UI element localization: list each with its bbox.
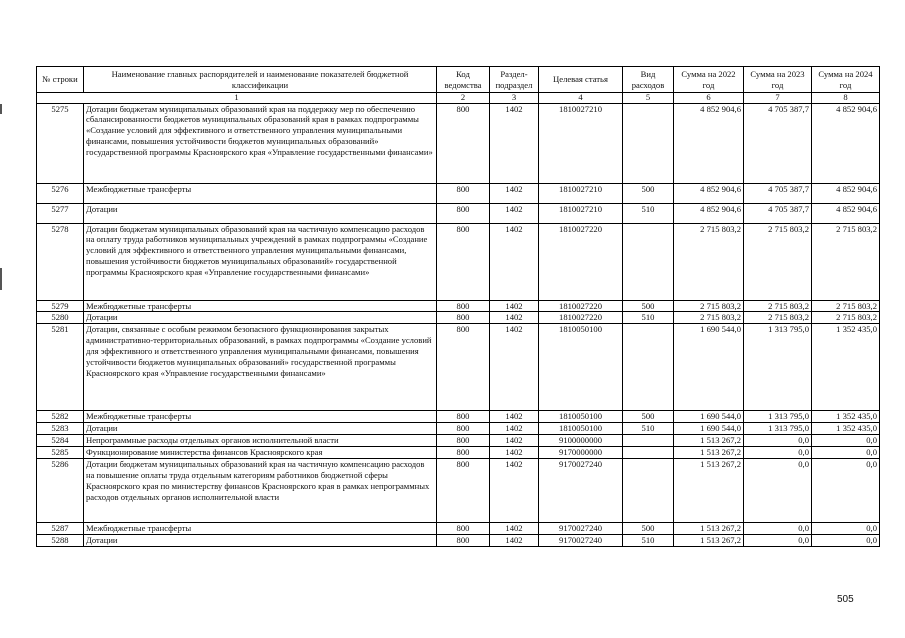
col-header-target-article: Целевая статья <box>539 67 623 93</box>
department-code: 800 <box>437 300 490 312</box>
row-number: 5285 <box>37 447 84 459</box>
col-header-sum-2023: Сумма на 2023 год <box>744 67 812 93</box>
target-article: 1810027210 <box>539 103 623 183</box>
col-header-department-code: Код ведомства <box>437 67 490 93</box>
sum-2023: 4 705 387,7 <box>744 183 812 203</box>
sum-2024: 2 715 803,2 <box>812 300 880 312</box>
col-header-row-number: № строки <box>37 67 84 93</box>
sum-2022: 1 513 267,2 <box>674 435 744 447</box>
section-code: 1402 <box>490 312 539 324</box>
section-code: 1402 <box>490 423 539 435</box>
table-row <box>37 423 880 435</box>
section-code: 1402 <box>490 203 539 223</box>
column-number: 3 <box>490 93 539 104</box>
row-name: Дотации <box>84 312 437 324</box>
col-header-section: Раздел-подраздел <box>490 67 539 93</box>
sum-2023: 2 715 803,2 <box>744 312 812 324</box>
target-article: 1810050100 <box>539 411 623 423</box>
row-name: Дотации бюджетам муниципальных образований края на частичную компенсацию расходов на оплату труда работников муниципальных учреждений в рамках подпрограммы «Создание условий для эффективного и ответственного управления муниципальными финансами, повышения устойчивости бюджетов муниципальных образований» государственной программы Красноярского края «Управление государственными финансами» <box>84 223 437 300</box>
sum-2023: 0,0 <box>744 447 812 459</box>
col-header-expense-type: Вид расходов <box>623 67 674 93</box>
department-code: 800 <box>437 324 490 411</box>
sum-2024: 0,0 <box>812 447 880 459</box>
target-article: 9170027240 <box>539 458 623 522</box>
table-row <box>37 534 880 546</box>
section-code: 1402 <box>490 435 539 447</box>
target-article: 9170027240 <box>539 522 623 534</box>
sum-2023: 0,0 <box>744 435 812 447</box>
department-code: 800 <box>437 411 490 423</box>
expense-type: 500 <box>623 411 674 423</box>
row-name: Функционирование министерства финансов Красноярского края <box>84 447 437 459</box>
sum-2024: 1 352 435,0 <box>812 324 880 411</box>
table-row <box>37 300 880 312</box>
table-row <box>37 411 880 423</box>
row-name: Дотации, связанные с особым режимом безопасного функционирования закрытых административно-территориальных образований, в рамках подпрограммы «Создание условий для эффективного и ответственного управления муниципальными финансами, повышения устойчивости бюджетов муниципальных образований» государственной программы Красноярского края «Управление государственными финансами» <box>84 324 437 411</box>
row-name: Межбюджетные трансферты <box>84 411 437 423</box>
department-code: 800 <box>437 447 490 459</box>
department-code: 800 <box>437 203 490 223</box>
target-article: 1810027210 <box>539 183 623 203</box>
row-number: 5275 <box>37 103 84 183</box>
row-number: 5287 <box>37 522 84 534</box>
row-number: 5278 <box>37 223 84 300</box>
expense-type <box>623 324 674 411</box>
sum-2022: 2 715 803,2 <box>674 223 744 300</box>
sum-2022: 1 690 544,0 <box>674 411 744 423</box>
column-number: 4 <box>539 93 623 104</box>
budget-table <box>36 66 880 547</box>
row-name: Непрограммные расходы отдельных органов исполнительной власти <box>84 435 437 447</box>
target-article: 1810027220 <box>539 223 623 300</box>
sum-2022: 1 690 544,0 <box>674 423 744 435</box>
row-number: 5281 <box>37 324 84 411</box>
sum-2022: 2 715 803,2 <box>674 300 744 312</box>
sum-2024: 2 715 803,2 <box>812 312 880 324</box>
sum-2023: 1 313 795,0 <box>744 411 812 423</box>
column-number: 1 <box>37 93 437 104</box>
expense-type <box>623 458 674 522</box>
target-article: 1810050100 <box>539 423 623 435</box>
row-name: Дотации бюджетам муниципальных образований края на поддержку мер по обеспечению сбалансированности бюджетов муниципальных образований края в рамках подпрограммы «Создание условий для эффективного и ответственного управления муниципальными финансами, повышения устойчивости бюджетов муниципальных образований» государственной программы Красноярского края «Управление государственными финансами» <box>84 103 437 183</box>
sum-2023: 1 313 795,0 <box>744 423 812 435</box>
target-article: 1810027220 <box>539 312 623 324</box>
sum-2023: 0,0 <box>744 534 812 546</box>
expense-type: 510 <box>623 423 674 435</box>
col-header-name: Наименование главных распорядителей и наименование показателей бюджетной классификации <box>84 67 437 93</box>
target-article: 9170000000 <box>539 447 623 459</box>
table-row <box>37 183 880 203</box>
row-number: 5277 <box>37 203 84 223</box>
target-article: 1810027210 <box>539 203 623 223</box>
department-code: 800 <box>437 223 490 300</box>
column-number: 2 <box>437 93 490 104</box>
row-number: 5282 <box>37 411 84 423</box>
sum-2023: 1 313 795,0 <box>744 324 812 411</box>
column-number: 7 <box>744 93 812 104</box>
sum-2024: 4 852 904,6 <box>812 183 880 203</box>
row-name: Дотации <box>84 423 437 435</box>
department-code: 800 <box>437 423 490 435</box>
sum-2024: 0,0 <box>812 435 880 447</box>
row-number: 5276 <box>37 183 84 203</box>
sum-2024: 1 352 435,0 <box>812 411 880 423</box>
header-row <box>37 67 880 93</box>
sum-2024: 0,0 <box>812 534 880 546</box>
table-row <box>37 458 880 522</box>
row-number: 5284 <box>37 435 84 447</box>
sum-2022: 4 852 904,6 <box>674 203 744 223</box>
table-row <box>37 435 880 447</box>
sum-2022: 4 852 904,6 <box>674 103 744 183</box>
section-code: 1402 <box>490 522 539 534</box>
section-code: 1402 <box>490 103 539 183</box>
row-name: Межбюджетные трансферты <box>84 300 437 312</box>
target-article: 1810027220 <box>539 300 623 312</box>
expense-type: 510 <box>623 312 674 324</box>
row-number: 5283 <box>37 423 84 435</box>
row-name: Дотации <box>84 534 437 546</box>
sum-2023: 4 705 387,7 <box>744 103 812 183</box>
row-number: 5288 <box>37 534 84 546</box>
department-code: 800 <box>437 183 490 203</box>
expense-type <box>623 435 674 447</box>
sum-2023: 0,0 <box>744 458 812 522</box>
sum-2023: 0,0 <box>744 522 812 534</box>
sum-2022: 4 852 904,6 <box>674 183 744 203</box>
row-number: 5286 <box>37 458 84 522</box>
expense-type: 500 <box>623 183 674 203</box>
expense-type: 510 <box>623 534 674 546</box>
department-code: 800 <box>437 534 490 546</box>
table-row <box>37 324 880 411</box>
row-name: Межбюджетные трансферты <box>84 183 437 203</box>
section-code: 1402 <box>490 300 539 312</box>
table-row <box>37 223 880 300</box>
expense-type <box>623 223 674 300</box>
sum-2024: 4 852 904,6 <box>812 103 880 183</box>
row-name: Межбюджетные трансферты <box>84 522 437 534</box>
department-code: 800 <box>437 522 490 534</box>
sum-2023: 2 715 803,2 <box>744 300 812 312</box>
page-number: 505 <box>837 594 854 605</box>
row-name: Дотации <box>84 203 437 223</box>
row-number: 5280 <box>37 312 84 324</box>
expense-type: 510 <box>623 203 674 223</box>
department-code: 800 <box>437 435 490 447</box>
department-code: 800 <box>437 458 490 522</box>
column-number: 8 <box>812 93 880 104</box>
sum-2022: 1 513 267,2 <box>674 447 744 459</box>
department-code: 800 <box>437 312 490 324</box>
sum-2023: 2 715 803,2 <box>744 223 812 300</box>
sum-2022: 1 513 267,2 <box>674 534 744 546</box>
row-number: 5279 <box>37 300 84 312</box>
target-article: 9170027240 <box>539 534 623 546</box>
sum-2022: 1 513 267,2 <box>674 458 744 522</box>
sum-2022: 2 715 803,2 <box>674 312 744 324</box>
expense-type: 500 <box>623 522 674 534</box>
scan-edge-mark <box>0 104 2 114</box>
row-name: Дотации бюджетам муниципальных образований края на частичную компенсацию расходов на повышение оплаты труда отдельным категориям работников бюджетной сферы Красноярского края по министерству финансов Красноярского края в рамках непрограммных расходов отдельных органов исполнительной власти <box>84 458 437 522</box>
col-header-sum-2024: Сумма на 2024 год <box>812 67 880 93</box>
section-code: 1402 <box>490 324 539 411</box>
sum-2024: 0,0 <box>812 458 880 522</box>
section-code: 1402 <box>490 534 539 546</box>
section-code: 1402 <box>490 411 539 423</box>
sum-2024: 4 852 904,6 <box>812 203 880 223</box>
expense-type <box>623 103 674 183</box>
table-row <box>37 103 880 183</box>
sum-2024: 1 352 435,0 <box>812 423 880 435</box>
section-code: 1402 <box>490 447 539 459</box>
expense-type: 500 <box>623 300 674 312</box>
target-article: 1810050100 <box>539 324 623 411</box>
table-row <box>37 447 880 459</box>
table-row <box>37 312 880 324</box>
col-header-sum-2022: Сумма на 2022 год <box>674 67 744 93</box>
table-row <box>37 522 880 534</box>
column-number-row <box>37 93 880 104</box>
department-code: 800 <box>437 103 490 183</box>
column-number: 6 <box>674 93 744 104</box>
table-row <box>37 203 880 223</box>
section-code: 1402 <box>490 183 539 203</box>
section-code: 1402 <box>490 458 539 522</box>
target-article: 9100000000 <box>539 435 623 447</box>
sum-2024: 0,0 <box>812 522 880 534</box>
column-number: 5 <box>623 93 674 104</box>
sum-2022: 1 513 267,2 <box>674 522 744 534</box>
section-code: 1402 <box>490 223 539 300</box>
expense-type <box>623 447 674 459</box>
scan-edge-mark <box>0 268 2 290</box>
sum-2024: 2 715 803,2 <box>812 223 880 300</box>
sum-2022: 1 690 544,0 <box>674 324 744 411</box>
sum-2023: 4 705 387,7 <box>744 203 812 223</box>
